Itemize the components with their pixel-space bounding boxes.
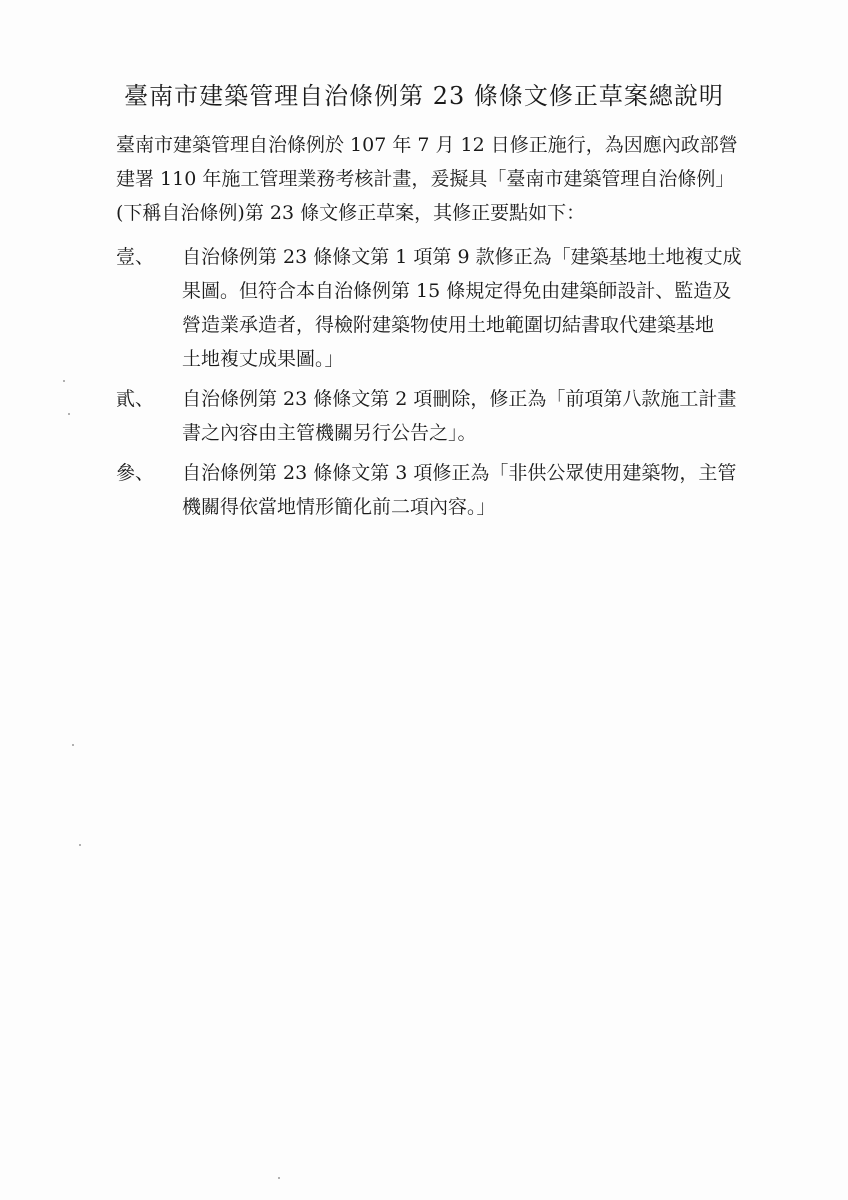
item-number: 參、 [116,462,155,484]
item-line: 自治條例第 23 條條文第 1 項第 9 款修正為「建築基地土地複丈成 [182,246,742,268]
item-text [182,240,756,376]
intro-line: (下稱自治條例)第 23 條文修正草案，其修正要點如下： [116,202,586,224]
item-line: 書之內容由主管機關另行公告之」。 [182,422,477,444]
item-line: 果圖。但符合本自治條例第 15 條規定得免由建築師設計、監造及 [182,280,732,302]
item-line: 機關得依當地情形簡化前二項內容。」 [182,496,496,518]
amendment-list [116,240,756,530]
amendment-item-1 [116,240,756,376]
item-text [182,456,756,524]
amendment-item-3 [116,456,756,524]
item-line: 自治條例第 23 條條文第 2 項刪除，修正為「前項第八款施工計畫 [182,388,737,410]
intro-paragraph [116,128,756,230]
scan-speck [72,744,74,746]
intro-line: 建署 110 年施工管理業務考核計畫，爰擬具「臺南市建築管理自治條例」 [116,168,735,190]
page-title: 臺南市建築管理自治條例第 23 條條文修正草案總說明 [124,82,724,110]
scan-speck [278,1177,280,1179]
item-number: 貳、 [116,388,155,410]
item-number: 壹、 [116,246,155,268]
scan-speck [79,844,81,846]
intro-line: 臺南市建築管理自治條例於 107 年 7 月 12 日修正施行，為因應內政部營 [116,134,738,156]
item-text [182,382,756,450]
item-line: 自治條例第 23 條條文第 3 項修正為「非供公眾使用建築物，主管 [182,462,737,484]
scan-speck [63,380,65,382]
item-line: 營造業承造者，得檢附建築物使用土地範圍切結書取代建築基地 [182,314,715,336]
item-line: 土地複丈成果圖。」 [182,348,344,370]
amendment-item-2 [116,382,756,450]
scan-speck [68,413,70,415]
